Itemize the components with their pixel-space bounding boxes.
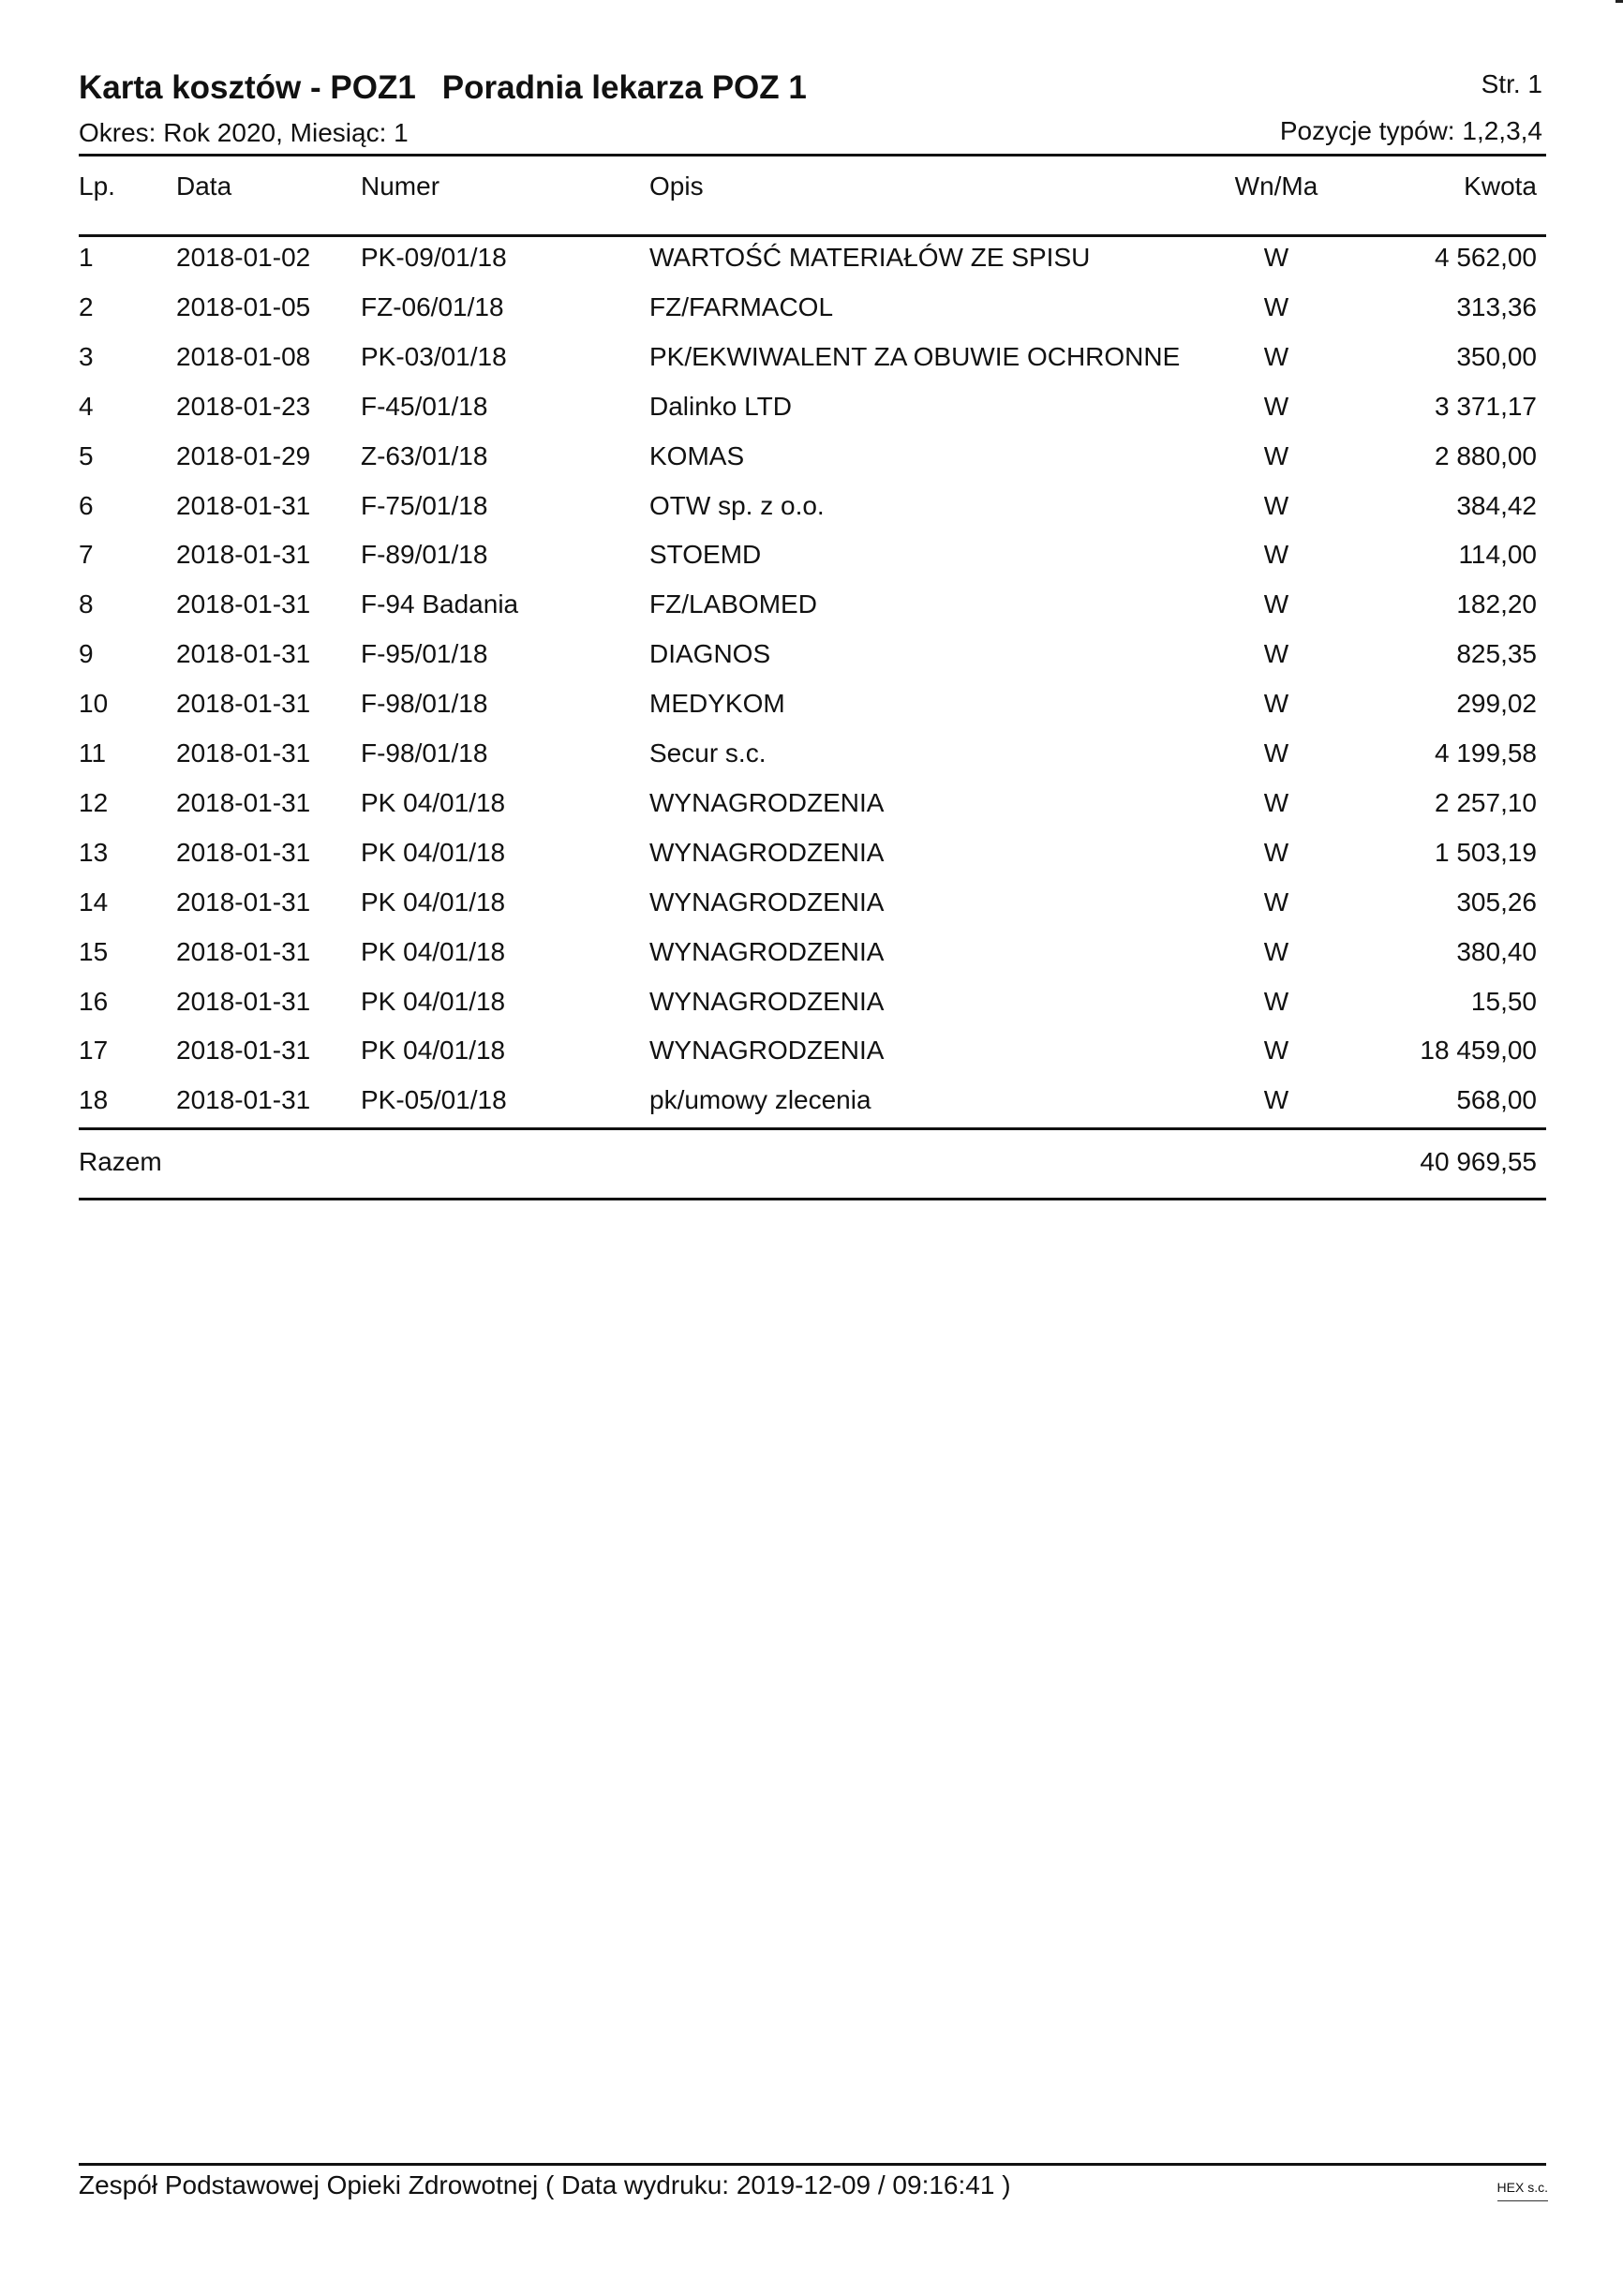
table-row [0,784,1623,822]
row-amount: 2 257,10 [1435,788,1537,817]
row-number: F-45/01/18 [361,392,488,421]
row-amount: 305,26 [1456,887,1537,917]
row-wnma: W [1263,639,1289,668]
total-label: Razem [79,1147,162,1176]
brand-mark: HEX s.c. [1497,2180,1548,2201]
row-wnma: W [1263,540,1289,569]
page-number: Str. 1 [1481,69,1542,98]
row-wnma: W [1263,292,1289,321]
table-row [0,239,1623,276]
row-description: pk/umowy zlecenia [649,1085,871,1114]
table-row [0,685,1623,723]
table-row [0,933,1623,971]
report-title-main: Karta kosztów - POZ1 [79,69,416,106]
row-date: 2018-01-31 [176,639,311,668]
footer-rule [79,2163,1546,2166]
row-date: 2018-01-02 [176,243,311,272]
row-amount: 114,00 [1458,540,1537,569]
row-description: STOEMD [649,540,762,569]
total-amount: 40 969,55 [1420,1147,1537,1176]
row-description: MEDYKOM [649,689,785,718]
row-wnma: W [1263,838,1289,867]
row-number: F-98/01/18 [361,689,488,718]
row-wnma: W [1263,689,1289,718]
row-number: F-89/01/18 [361,540,488,569]
row-amount: 4 562,00 [1435,243,1537,272]
table-row [0,834,1623,872]
column-header-number: Numer [361,171,440,201]
row-description: WYNAGRODZENIA [649,937,885,966]
row-description: OTW sp. z o.o. [649,491,825,520]
report-title-unit: Poradnia lekarza POZ 1 [441,69,807,106]
row-amount: 313,36 [1456,292,1537,321]
row-wnma: W [1263,987,1289,1016]
row-lp: 14 [79,887,109,917]
table-row [0,983,1623,1021]
position-types: Pozycje typów: 1,2,3,4 [1279,116,1542,145]
table-row [0,388,1623,425]
report-period: Okres: Rok 2020, Miesiąc: 1 [79,118,409,147]
row-number: F-98/01/18 [361,738,488,768]
row-lp: 9 [79,639,94,668]
row-date: 2018-01-31 [176,491,311,520]
row-description: WYNAGRODZENIA [649,1036,885,1065]
row-wnma: W [1263,788,1289,817]
row-amount: 1 503,19 [1435,838,1537,867]
table-row [0,635,1623,673]
row-wnma: W [1263,937,1289,966]
header-rule [79,154,1546,157]
table-row [0,586,1623,623]
row-amount: 825,35 [1456,639,1537,668]
row-description: WYNAGRODZENIA [649,838,885,867]
row-lp: 1 [79,243,94,272]
table-row [0,338,1623,376]
row-description: WYNAGRODZENIA [649,987,885,1016]
row-lp: 11 [79,738,107,768]
row-date: 2018-01-31 [176,987,311,1016]
table-row [0,487,1623,525]
row-wnma: W [1263,738,1289,768]
row-number: F-95/01/18 [361,639,488,668]
row-description: FZ/FARMACOL [649,292,834,321]
row-amount: 18 459,00 [1420,1036,1537,1065]
row-date: 2018-01-29 [176,441,311,470]
row-lp: 5 [79,441,94,470]
row-amount: 4 199,58 [1435,738,1537,768]
row-description: KOMAS [649,441,745,470]
row-amount: 15,50 [1470,987,1537,1016]
row-lp: 13 [79,838,109,867]
row-amount: 380,40 [1456,937,1537,966]
row-number: PK-09/01/18 [361,243,507,272]
row-description: WYNAGRODZENIA [649,788,885,817]
row-number: PK 04/01/18 [361,937,506,966]
row-description: DIAGNOS [649,639,771,668]
row-date: 2018-01-31 [176,838,311,867]
row-wnma: W [1263,392,1289,421]
row-lp: 15 [79,937,109,966]
row-number: PK-03/01/18 [361,342,507,371]
row-wnma: W [1263,1036,1289,1065]
table-header [0,168,1623,205]
row-date: 2018-01-31 [176,1036,311,1065]
row-date: 2018-01-31 [176,689,311,718]
row-number: F-75/01/18 [361,491,488,520]
row-number: PK 04/01/18 [361,1036,506,1065]
row-lp: 18 [79,1085,109,1114]
row-number: Z-63/01/18 [361,441,488,470]
row-date: 2018-01-23 [176,392,311,421]
table-row [0,438,1623,475]
total-bottom-rule [79,1198,1546,1200]
row-number: PK 04/01/18 [361,788,506,817]
row-wnma: W [1263,887,1289,917]
row-number: F-94 Badania [361,589,519,619]
row-number: PK 04/01/18 [361,838,506,867]
table-row [0,1032,1623,1069]
row-lp: 2 [79,292,94,321]
row-wnma: W [1263,243,1289,272]
row-date: 2018-01-31 [176,589,311,619]
row-amount: 299,02 [1456,689,1537,718]
row-description: WYNAGRODZENIA [649,887,885,917]
row-lp: 16 [79,987,109,1016]
row-date: 2018-01-31 [176,738,311,768]
row-date: 2018-01-08 [176,342,311,371]
row-description: Dalinko LTD [649,392,792,421]
row-number: FZ-06/01/18 [361,292,504,321]
scan-edge-mark [1616,0,1623,3]
row-amount: 384,42 [1456,491,1537,520]
table-row [0,289,1623,326]
row-description: PK/EKWIWALENT ZA OBUWIE OCHRONNE [649,342,1181,371]
table-row [0,536,1623,574]
row-lp: 4 [79,392,94,421]
row-description: Secur s.c. [649,738,767,768]
row-lp: 10 [79,689,109,718]
row-number: PK 04/01/18 [361,987,506,1016]
table-row [0,1081,1623,1119]
row-description: FZ/LABOMED [649,589,817,619]
column-header-date: Data [176,171,232,201]
row-lp: 7 [79,540,94,569]
table-row [0,884,1623,921]
row-lp: 8 [79,589,94,619]
row-lp: 6 [79,491,94,520]
column-header-amount: Kwota [1464,171,1537,201]
row-amount: 350,00 [1456,342,1537,371]
row-date: 2018-01-05 [176,292,311,321]
row-amount: 182,20 [1456,589,1537,619]
row-number: PK-05/01/18 [361,1085,507,1114]
table-row [0,735,1623,772]
row-lp: 12 [79,788,109,817]
row-date: 2018-01-31 [176,937,311,966]
row-wnma: W [1263,342,1289,371]
row-lp: 17 [79,1036,109,1065]
row-number: PK 04/01/18 [361,887,506,917]
row-amount: 568,00 [1456,1085,1537,1114]
report-title [79,69,807,107]
row-date: 2018-01-31 [176,540,311,569]
row-wnma: W [1263,491,1289,520]
table-header-rule [79,234,1546,237]
total-row [0,1143,1623,1181]
column-header-lp: Lp. [79,171,115,201]
row-amount: 3 371,17 [1435,392,1537,421]
row-description: WARTOŚĆ MATERIAŁÓW ZE SPISU [649,243,1091,272]
row-wnma: W [1263,589,1289,619]
row-date: 2018-01-31 [176,887,311,917]
row-amount: 2 880,00 [1435,441,1537,470]
row-date: 2018-01-31 [176,788,311,817]
row-lp: 3 [79,342,94,371]
row-date: 2018-01-31 [176,1085,311,1114]
column-header-description: Opis [649,171,704,201]
column-header-wnma: Wn/Ma [1234,171,1318,201]
footer-text: Zespół Podstawowej Opieki Zdrowotnej ( Data wydruku: 2019-12-09 / 09:16:41 ) [79,2170,1011,2199]
row-wnma: W [1263,1085,1289,1114]
total-top-rule [79,1127,1546,1130]
row-wnma: W [1263,441,1289,470]
